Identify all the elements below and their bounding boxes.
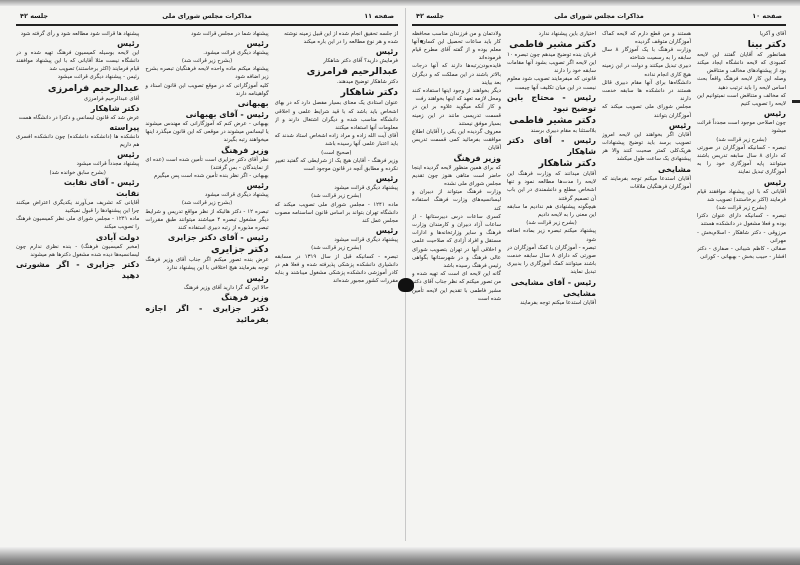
paragraph: دیگر بخواهند از وجود اینها استفاده کنند ومحل لازمه تعهد که اینها بخواهند رفت — [412, 87, 501, 103]
speaker-name: دکتر جزایری - اگر اجازه بفرمائید — [145, 303, 269, 324]
speaker-name: دولت آبادی — [95, 232, 140, 242]
bracket-note: (بشرح زیر قرائت شد) — [181, 200, 233, 207]
page-gutter — [405, 8, 406, 541]
paragraph: قربان بنده توضیح میدهم چون تبصره ۱۰ این لایحه اگر تصویب بشود آنها مقامات سابقه خود را دارند — [507, 51, 596, 75]
publication-title: مذاکرات مجلس شورای ملی — [554, 12, 644, 20]
speaker-name: دکتر جزایری — [210, 244, 269, 256]
paragraph: نظر آقای دکتر جزایری است تأمین شده است (عده ای از نمایندگان - بس گرفتند) — [145, 156, 269, 171]
speaker-name: رئیس — [117, 150, 140, 160]
paragraph: همانطور که آقایان گفتند این لایحه کمبودی که لایحه دانشگاه ایجاد میکند بود از پیشنهادهای مخالف و متناقض — [697, 51, 786, 75]
paragraph: ولادتمان و من فرزندان مناسب محافظه کار باید ساعات تحصیل این کسان آنها معلم بوده و از گفته آقای مطرح قیام فرموده‌اند — [412, 30, 501, 62]
paragraph: ماده ۱۲۴۱ - مجلس شورای ملی نظر کمیسیون فرهنگ را تصویب میکند — [16, 216, 140, 231]
text-column — [145, 30, 268, 543]
paragraph: که مخالف و متناقض است نمیتوانیم این لایحه را تصویب کنیم — [697, 92, 786, 107]
paragraph: عرض شد که قانون لیسانس و دکترا در دانشگاه هست — [18, 114, 140, 121]
speaker-name: دکتر بینا — [747, 38, 786, 50]
paragraph: (مخبر کمیسیون فرهنگ) - بنده نظری ندارم چون لیسانسیه‌ها دیده شده مشغول دکترها هم میشوند — [16, 243, 140, 258]
speaker-name: رئیس - آقای مشایخی — [510, 277, 596, 287]
paragraph: دانشکده ها (دانشکده دانشکده) چون دانشکده افسری هم داریم — [16, 133, 140, 149]
paragraph: بهبهانی - اگر نظر بنده تأمین شده است پس میگیرم — [153, 172, 269, 179]
page-header — [408, 8, 790, 24]
bracket-note: (بشرح زیر قرائت شد) — [311, 193, 362, 200]
paragraph: کسری ساعات درس دبیرستانها - از ساعات آزاد دبیران و کارمندان وزارت فرهنگ و سایر وزارتخانه‌ها و ادارات مستقل و افراد آزادی که صلاحیت علمی و اخلاقی آنها در تهران بتصویب شورای عالی فرهنگ و در شهرستانها بگواهی رئیس فرهنگ رسیده باشد — [412, 213, 501, 269]
paragraph: پیشنهاد دیگری قرائت میشود — [205, 192, 269, 199]
paragraph: تبصره - کسانیکه دارای عنوان دکترا بوده و فعلا مشغول در دانشکده هستند — [697, 213, 786, 228]
page-right — [408, 8, 790, 543]
text-column — [275, 30, 398, 543]
paragraph: عنوان استادی یک معنای بسیار مفصل دارد که در بهای اشخاص باید باشد که با قید شرایط علمی و اخلاقی دانشگاه مناسب شده و دیگران اشتغال دارند و از معلومات آنها استفاده میکنند — [274, 100, 398, 131]
speaker-name: رئیس — [668, 120, 691, 130]
bracket-note: (بشرح زیر قرائت شد) — [181, 57, 233, 64]
speaker-name: وزیر فرهنگ — [453, 153, 501, 163]
paragraph: مجلس شورای ملی تصویب میکند که آموزگاران بتوانند — [602, 104, 691, 119]
paragraph: آقای آیت الله زاده و مراد زاده اشخاص استاد شدند که باید اعتبار علمی آنها رسیده باشد — [274, 133, 398, 148]
page-left — [12, 8, 402, 543]
publication-title: مذاکرات مجلس شورای ملی — [162, 12, 252, 20]
speaker-name: دکتر شاهکار — [90, 103, 140, 113]
paragraph: رئیس - پیشنهاد دیگری قرائت میشود — [57, 74, 140, 81]
speaker-name: وزیر فرهنگ — [221, 292, 269, 302]
paragraph: فرمایش دارید؟ آقای دکتر شاهکار — [323, 57, 398, 64]
paragraph: اختیاری باین پیشنهاد ندارد — [538, 30, 596, 37]
paragraph: پیشنهاد دیگری قرائت میشود — [334, 185, 398, 192]
paragraph: عرض بنده تصور میکنم اگر جناب آقای وزیر فرهنگ توجه بفرمایند هیچ اختلافی با این پیشنهاد ندارد — [145, 257, 269, 272]
bracket-note: (صحیح است) — [321, 149, 352, 156]
paragraph: پیشنهاد دیگری قرائت میشود — [334, 237, 398, 244]
speck-mark — [9, 548, 12, 551]
header-rule — [16, 24, 398, 26]
paragraph: پیشنهاد ها قرائت شود مطالعه شود و رأی گرفته شود — [20, 30, 140, 37]
paragraph: وصله این کار لایحه فرهنگ واقعاً بحث اساس لایحه را باید ترتیب دهید — [697, 76, 786, 91]
paragraph: آقایان اگر بخواهند این لایحه امروز تصویب برسد باید توضیح پیشنهادات هریک‌کلی کمتر صحبت کنند والا هر پیشنهادی یک ساعت طول میکشد — [602, 131, 691, 163]
paragraph: آقایان میدانند که وزارت فرهنگ این لایحه را مدت‌ها مطالعه نمود و تنها اشخاص مطلع و دانشمندی در این باب آن تصمیم گرفتند — [507, 170, 596, 202]
speaker-name: مشایخی — [658, 164, 691, 174]
speaker-name: دکتر جزایری - اگر مشورتی دهید — [16, 259, 140, 280]
paragraph: تبصره - کسانیکه آموزگاران در صورتی که دارای ۸ سال سابقه تدریس باشند میتوانند پایه آموزگاری خود را به آموزگاری تبدیل نمایند — [697, 144, 786, 176]
text-column — [507, 30, 596, 543]
paragraph: چون اصلاحی موجود است مجدداً قرائت میشود — [697, 120, 786, 135]
paragraph: وزیر فرهنگ - آقایان هیچ یک از شرایطی که گفتید تغییر نکرده و مطابق آنچه در قانون موجود است — [274, 157, 398, 172]
speaker-name: رئیس — [375, 46, 398, 56]
speaker-name: دکتر شاهکار — [340, 87, 398, 99]
paragraph: آقایانی که تشریف می‌آورند یکدیگری اعتراض میکنند چرا این پیشنهاد‌ها را قبول نمیکنید — [16, 199, 140, 214]
speaker-name: وزیر فرهنگ — [221, 145, 269, 155]
paragraph: صفائی - کاظم شیبانی - صفاری - دکتر افشار - حبیب بخش - بهبهانی - کورانی — [697, 245, 786, 261]
page-header — [12, 8, 402, 24]
paragraph: از جلسه تحقیق انجام شده از این قبیل زمینه نوشته — [284, 30, 398, 37]
paragraph: پیشنهاد میکنم ماده واحده لایحه فرهنگیان تبصره بشرح زیر اضافه شود — [145, 66, 269, 81]
speaker-name: عبدالرحیم فرامرزی — [306, 66, 398, 78]
speaker-name: رئیس — [246, 38, 269, 48]
paragraph: این لایحه بوسیله کمیسیون فرهنگ تهیه شده و در دانشگاه نیست مثلا آقایانی که با این پیشنهاد موافقند قیام فرمایند (اکثر برخاستند) تصویب شد — [16, 49, 140, 73]
paragraph: آقای و آکریا — [759, 30, 786, 37]
speaker-name: دکتر مشیر فاطمی — [509, 114, 596, 126]
text-column — [602, 30, 691, 543]
speaker-name: رئیس — [763, 177, 786, 187]
text-column — [697, 30, 786, 543]
header-rule — [412, 24, 786, 26]
paragraph: و کار آنکه میگوید علاوه بر این در قسمت تدریسی مانند در این زمینه بسیار موفق نیستند — [412, 104, 501, 127]
speaker-name: عبدالرحیم فرامرزی — [47, 82, 140, 94]
paragraph: پیشنهاد میکنم تبصره زیر بماده اضافه شود — [507, 228, 596, 243]
paragraph: هستند و من قطع دارم که لایحه کماک آموزگاران متوقف گردیده — [602, 30, 691, 45]
paragraph: وزارت فرهنگ میتواند از دبیران و لیسانسیه‌های وزارت فرهنگ استفاده کند — [412, 189, 501, 212]
paragraph: بلااستثنا به مقام دبیری برسند — [530, 127, 596, 134]
speaker-name: رئیس — [117, 38, 140, 48]
paragraph: دانشگاه‌ها برای آنها مقام دبیری قائل هستند در دانشکده ها سابقه خدمت دارند — [602, 79, 691, 103]
text-column — [16, 30, 139, 543]
page-number: صفحه ۱۱ — [364, 12, 394, 20]
paragraph: مرزوقی - دکتر شاهکار - اسلام‌بخش - مهرانی — [697, 229, 786, 244]
speaker-name: رئیس — [375, 174, 398, 184]
paragraph: آقایان استدعا میکنم توجه بفرمایند که آموزگاران فرهنگیان ملاقات — [602, 175, 691, 190]
paragraph: بهبهانی - عرض کنم که آموزگارانی که مهندس میشوند یا لیسانس میشوند در موقعی که این قانون میگذرد اینها میخواهند رتبه بگیرند — [145, 120, 269, 144]
text-column — [412, 30, 501, 543]
paragraph: دبیری تبدیل میکنند و دولت در این زمینه هیچ کاری انجام نداده — [602, 63, 691, 78]
speaker-name: رئیس - محتاج باین توضیح نبود — [507, 92, 596, 113]
paragraph: حالا این که گرا دارید آقای وزیر فرهنگ — [183, 284, 269, 291]
paragraph: فایده‌بودن‌رتبه‌ها دارند که آنها درجات بالاتر باشند در این مملکت که و دیگران بعد بیایند — [412, 63, 501, 86]
speaker-name: رئیس - آقای نقابت — [63, 177, 140, 187]
columns — [408, 30, 790, 543]
speaker-name: رئیس — [375, 226, 398, 236]
bracket-note: (بشرح زیر قرائت شد) — [311, 245, 362, 252]
session-number: جلسه ۴۲ — [20, 12, 49, 20]
bracket-note: (بشرح زیر قرائت شد) — [716, 204, 767, 211]
paragraph: شده و هر نوع مطالعه را در این باره میکند — [303, 38, 398, 45]
speaker-name: رئیس — [246, 181, 269, 191]
paragraph: تبصره - آموزگاران با کمک آموزگاران در صورتی که دارای ۸ سال سابقه خدمت باشند میتوانند کمک آموزگاری را بدبیری تبدیل نمایند — [507, 244, 596, 276]
speaker-name: رئیس - آقای دکتر جزایری — [167, 233, 269, 243]
bracket-note: (بشرح زیر قرائت شد) — [526, 220, 577, 227]
paragraph: هیچگونه پیشنهادی هم ندادیم ما سابقه این معنی را به لایحه دادیم — [507, 203, 596, 218]
speaker-name: بهبهانی — [237, 98, 269, 108]
paragraph: آقای عبدالرحیم فرامرزی — [83, 95, 140, 102]
paragraph: وزارت فرهنگ با یک آموزگار ۸ سال سابقه را به رسمیت شناخته — [602, 46, 691, 62]
paragraph: قانونی که میفرمایند تصویب شود معلوم نیست در این میان تکلیف آنها چیست — [507, 76, 596, 91]
paragraph: پیشنهاد دیگری قرائت میشود. — [203, 49, 269, 56]
paragraph: آقایان استدعا میکنم توجه بفرمایند — [520, 299, 596, 306]
speaker-name: دکتر شاهکار — [538, 157, 596, 169]
bracket-note: (بشرح سابق خوانده شد) — [49, 169, 106, 176]
edge-mark — [792, 100, 800, 103]
paragraph: ماده ۱۲۴۱ - مجلس شورای ملی تصویب میکند که دانشگاه تهران بتواند بر اساس قانون اساسنامه مصوب مجلس عمل کند — [274, 201, 398, 224]
speaker-name: پیراسته — [109, 122, 140, 132]
paragraph: معروف گردیده این یکی را آقایان اطلاع موافقت بفرمائید کمی قسمت تدریس آقایان — [412, 128, 501, 152]
bracket-note: (بشرح زیر قرائت شد) — [716, 136, 767, 143]
speaker-name: مشایخی — [563, 288, 596, 298]
paragraph: تبصره ۱۲ - دکتر هائیکه از نظر مواقع تدریس و شرایط دیگر مشغول تبصره ۴ میباشند میتوانند طبق مقررات تبصره مذبوره از رتبه دبیری استفاده کنند — [145, 208, 269, 231]
columns — [12, 30, 402, 543]
paragraph: کلیه آموزگارانی که در موقع تصویب این قانون اسناد و گواهینامه دارند — [145, 82, 269, 97]
speaker-name: رئیس - آقای دکتر شاهکار — [507, 135, 596, 156]
paragraph: تبصره - کسانیکه قبل از سال ۱۳۱۹ در مسابقه دانشیاری دانشکده پزشکی پذیرفته شده و فعلا هم در کادر آموزشی دانشکده پزشکی مشغول میباشند و بنابه مقررات کشور مجبور شده‌اند — [274, 253, 398, 285]
speaker-name: رئیس — [763, 109, 786, 119]
paragraph: گانه این لایحه ای است که تهیه شده و من تصور میکنم که نظر جناب آقای دکتر مشیر فاطمی با تقدیم این لایحه تأمین شده است — [412, 271, 501, 302]
paragraph: آقایانی که با این پیشنهاد موافقند قیام فرمایند (اکثر برخاستند) تصویب شد — [697, 188, 786, 203]
speaker-name: نقابت — [116, 188, 140, 198]
speaker-name: رئیس - آقای بهبهانی — [185, 109, 269, 119]
speaker-name: دکتر مشیر فاطمی — [509, 38, 596, 50]
speaker-name: رئیس — [246, 273, 269, 283]
paragraph: پیشنهاد شما در مجلس قرائت شود — [191, 30, 269, 37]
paragraph: که برای همین منظور لایحه گردیده اینجا حاضر است متاهی هنوز چون تقدیم مجلس شورای ملی نشده — [412, 164, 501, 187]
page-number: صفحه ۱۰ — [752, 12, 782, 20]
paragraph: پیشنهاد مجدداً قرائت میشود — [76, 161, 140, 168]
paragraph: دکتر شاهکار توضیح میدهند. — [336, 79, 398, 86]
session-number: جلسه ۴۲ — [416, 12, 445, 20]
